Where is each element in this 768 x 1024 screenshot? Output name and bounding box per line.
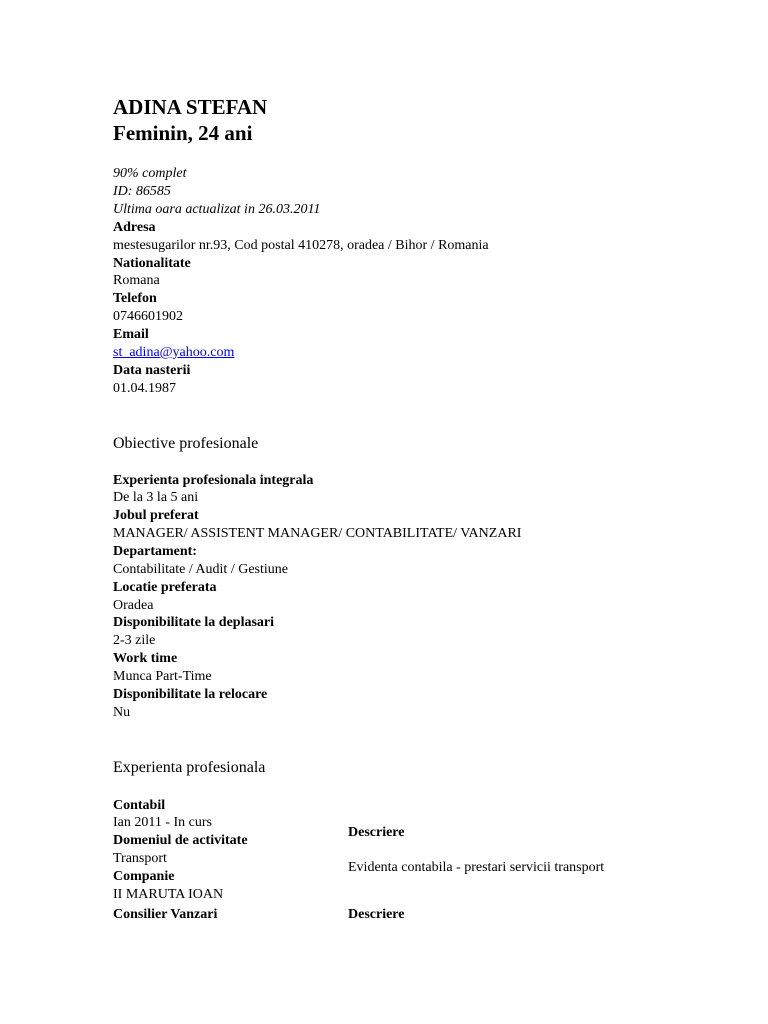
nationality-label: Nationalitate xyxy=(113,256,191,271)
job-title: Contabil xyxy=(113,798,166,813)
objectives-heading: Obiective profesionale xyxy=(113,435,259,452)
phone-value: 0746601902 xyxy=(113,309,183,324)
relocation-value: Nu xyxy=(113,705,131,720)
nationality-value: Romana xyxy=(113,273,160,288)
job-description-value: Evidenta contabila - prestari servicii transport xyxy=(348,860,605,875)
email-label: Email xyxy=(113,327,149,342)
preferred-job-value: MANAGER/ ASSISTENT MANAGER/ CONTABILITATE/ VANZARI xyxy=(113,526,522,541)
profile-completeness: 90% complet xyxy=(113,166,187,181)
last-updated: Ultima oara actualizat in 26.03.2011 xyxy=(113,202,321,217)
preferred-job-label: Jobul preferat xyxy=(113,508,199,523)
total-experience-label: Experienta profesionala integrala xyxy=(113,473,314,488)
relocation-label: Disponibilitate la relocare xyxy=(113,687,268,702)
job-period: Ian 2011 - In curs xyxy=(113,815,213,830)
preferred-location-value: Oradea xyxy=(113,598,154,613)
job-company-label: Companie xyxy=(113,869,175,884)
experience-heading: Experienta profesionala xyxy=(113,759,266,776)
total-experience-value: De la 3 la 5 ani xyxy=(113,490,199,505)
birthdate-value: 01.04.1987 xyxy=(113,381,176,396)
email-link[interactable]: st_adina@yahoo.com xyxy=(113,345,235,360)
address-label: Adresa xyxy=(113,220,156,235)
job-company-value: II MARUTA IOAN xyxy=(113,887,224,902)
job-domain-label: Domeniul de activitate xyxy=(113,833,248,848)
department-label: Departament: xyxy=(113,544,197,559)
candidate-gender-age: Feminin, 24 ani xyxy=(113,121,253,145)
address-value: mestesugarilor nr.93, Cod postal 410278, oradea / Bihor / Romania xyxy=(113,238,489,253)
profile-id: ID: 86585 xyxy=(113,184,171,199)
department-value: Contabilitate / Audit / Gestiune xyxy=(113,562,288,577)
work-time-value: Munca Part-Time xyxy=(113,669,212,684)
work-time-label: Work time xyxy=(113,651,178,666)
phone-label: Telefon xyxy=(113,291,157,306)
birthdate-label: Data nasterii xyxy=(113,363,191,378)
candidate-name: ADINA STEFAN xyxy=(113,95,268,119)
preferred-location-label: Locatie preferata xyxy=(113,580,217,595)
travel-availability-label: Disponibilitate la deplasari xyxy=(113,615,275,630)
travel-availability-value: 2-3 zile xyxy=(113,633,156,648)
job-description-label: Descriere xyxy=(348,907,405,922)
job-title: Consilier Vanzari xyxy=(113,907,218,922)
job-domain-value: Transport xyxy=(113,851,167,866)
job-description-label: Descriere xyxy=(348,825,405,840)
